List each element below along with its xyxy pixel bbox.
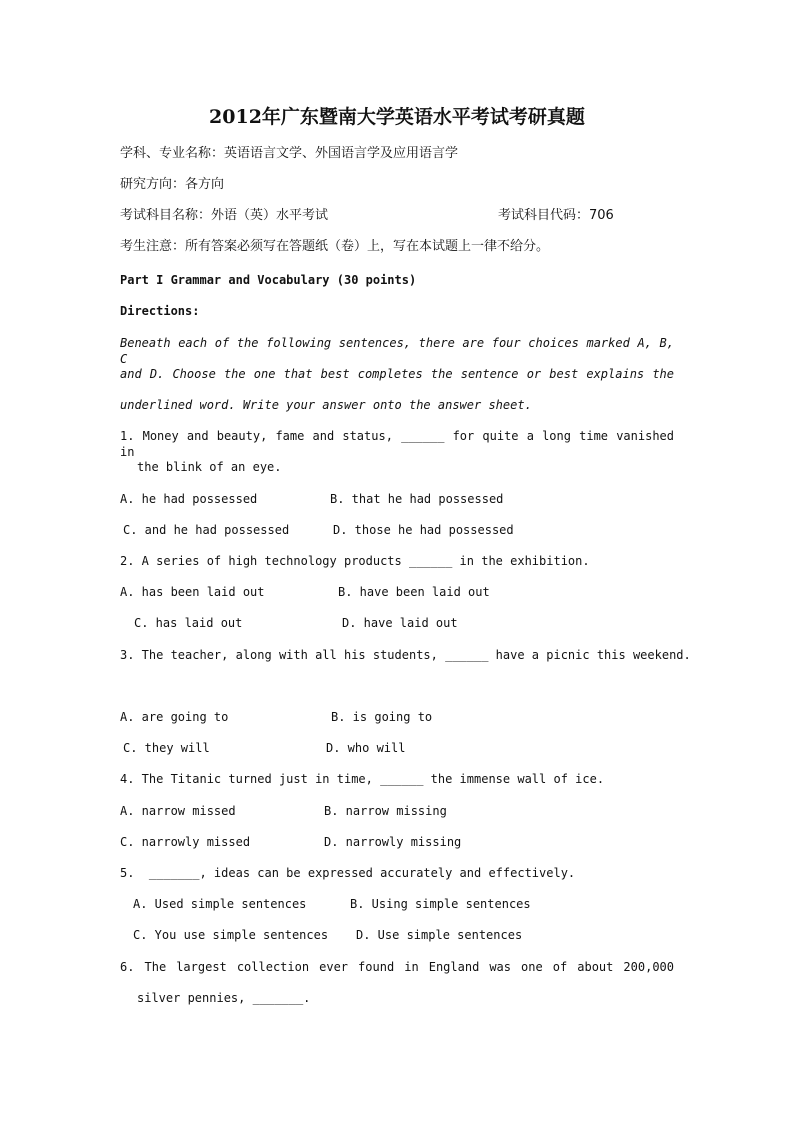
question-stem: 4. The Titanic turned just in time, ______ the immense wall of ice. bbox=[120, 772, 605, 786]
option-a: A. narrow missed bbox=[120, 804, 236, 818]
option-d: D. narrowly missing bbox=[324, 835, 462, 849]
option-b: B. is going to bbox=[331, 710, 433, 724]
directions-label: Directions: bbox=[120, 304, 200, 318]
option-b: B. that he had possessed bbox=[330, 492, 504, 506]
option-c: C. and he had possessed bbox=[123, 523, 290, 537]
option-b: B. have been laid out bbox=[338, 585, 490, 599]
question-stem: silver pennies, _______. bbox=[137, 991, 311, 1005]
question-stem: 5. _______, ideas can be expressed accurately and effectively. bbox=[120, 866, 576, 880]
exam-code-line: 考试科目代码：706 bbox=[498, 208, 614, 223]
option-a: A. has been laid out bbox=[120, 585, 265, 599]
part-heading: Part I Grammar and Vocabulary (30 points) bbox=[120, 273, 417, 287]
directions-text: and D. Choose the one that best completes the sentence or best explains the bbox=[120, 367, 674, 381]
question-stem: 1. Money and beauty, fame and status, ______ for quite a long time vanished in bbox=[120, 429, 674, 459]
option-d: D. who will bbox=[326, 741, 406, 755]
question-stem: 6. The largest collection ever found in England was one of about 200,000 bbox=[120, 960, 674, 974]
option-a: A. he had possessed bbox=[120, 492, 258, 506]
directions-text: Beneath each of the following sentences, there are four choices marked A, B, C bbox=[120, 336, 674, 366]
option-a: A. Used simple sentences bbox=[133, 897, 307, 911]
exam-name-line: 考试科目名称：外语（英）水平考试 bbox=[120, 208, 329, 223]
question-stem: the blink of an eye. bbox=[137, 460, 282, 474]
option-d: D. have laid out bbox=[342, 616, 458, 630]
question-stem: 2. A series of high technology products ______ in the exhibition. bbox=[120, 554, 590, 568]
research-direction-line: 研究方向：各方向 bbox=[120, 177, 225, 192]
candidate-notice: 考生注意：所有答案必须写在答题纸（卷）上，写在本试题上一律不给分。 bbox=[120, 239, 550, 254]
option-a: A. are going to bbox=[120, 710, 229, 724]
option-d: D. those he had possessed bbox=[333, 523, 514, 537]
page-title: 2012年广东暨南大学英语水平考试考研真题 bbox=[209, 106, 585, 128]
option-b: B. Using simple sentences bbox=[350, 897, 531, 911]
option-b: B. narrow missing bbox=[324, 804, 447, 818]
option-c: C. has laid out bbox=[134, 616, 243, 630]
directions-text: underlined word. Write your answer onto the answer sheet. bbox=[120, 398, 532, 412]
option-c: C. narrowly missed bbox=[120, 835, 251, 849]
option-d: D. Use simple sentences bbox=[356, 928, 523, 942]
option-c: C. You use simple sentences bbox=[133, 928, 329, 942]
option-c: C. they will bbox=[123, 741, 210, 755]
question-stem: 3. The teacher, along with all his students, ______ have a picnic this weekend. bbox=[120, 648, 691, 662]
subject-line: 学科、专业名称：英语语言文学、外国语言学及应用语言学 bbox=[120, 146, 459, 161]
